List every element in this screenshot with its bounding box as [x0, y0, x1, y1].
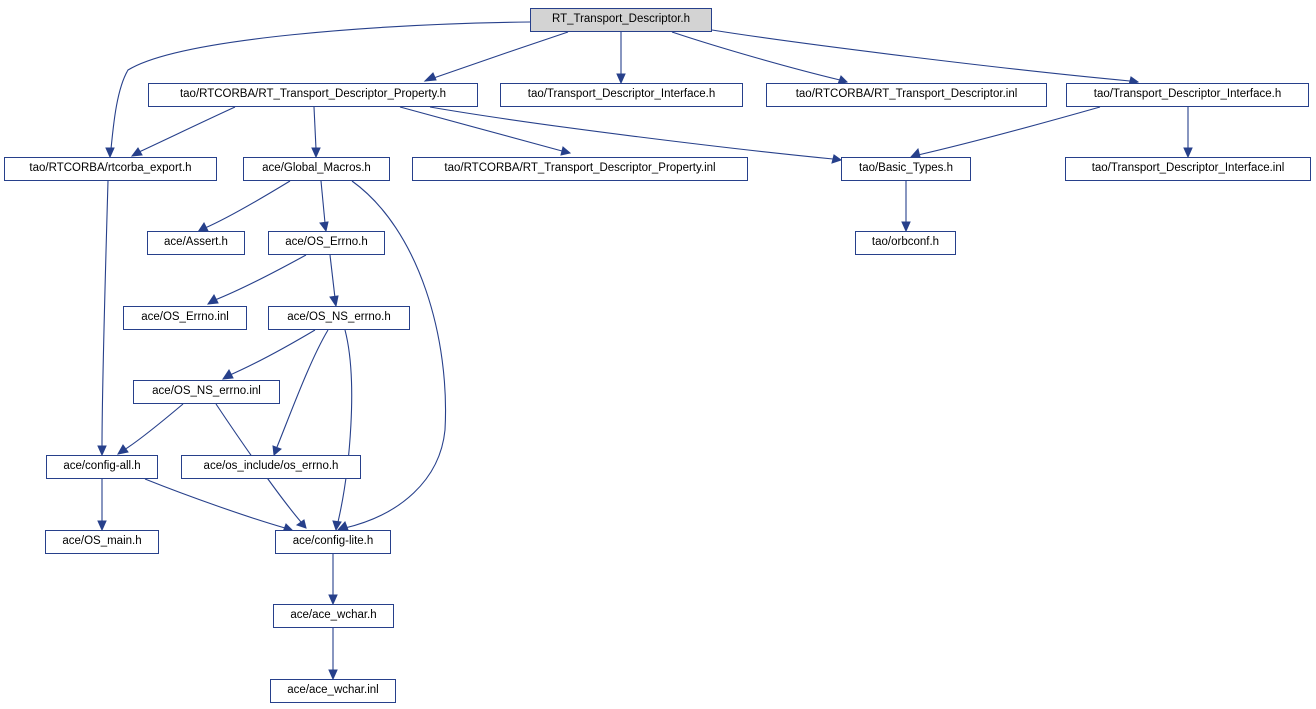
- graph-node[interactable]: tao/RTCORBA/RT_Transport_Descriptor_Property.h: [148, 83, 478, 107]
- graph-node[interactable]: tao/Basic_Types.h: [841, 157, 971, 181]
- graph-node[interactable]: ace/OS_main.h: [45, 530, 159, 554]
- graph-node[interactable]: ace/os_include/os_errno.h: [181, 455, 361, 479]
- graph-node-root[interactable]: RT_Transport_Descriptor.h: [530, 8, 712, 32]
- graph-node[interactable]: ace/OS_Errno.h: [268, 231, 385, 255]
- graph-node[interactable]: ace/config-all.h: [46, 455, 158, 479]
- graph-node[interactable]: tao/RTCORBA/RT_Transport_Descriptor_Property.inl: [412, 157, 748, 181]
- graph-node[interactable]: ace/ace_wchar.h: [273, 604, 394, 628]
- graph-node[interactable]: tao/RTCORBA/rtcorba_export.h: [4, 157, 217, 181]
- graph-node[interactable]: ace/OS_NS_errno.h: [268, 306, 410, 330]
- graph-node[interactable]: ace/ace_wchar.inl: [270, 679, 396, 703]
- graph-node[interactable]: tao/Transport_Descriptor_Interface.inl: [1065, 157, 1311, 181]
- graph-node[interactable]: tao/RTCORBA/RT_Transport_Descriptor.inl: [766, 83, 1047, 107]
- graph-node[interactable]: tao/orbconf.h: [855, 231, 956, 255]
- graph-node[interactable]: tao/Transport_Descriptor_Interface.h: [1066, 83, 1309, 107]
- graph-node[interactable]: tao/Transport_Descriptor_Interface.h: [500, 83, 743, 107]
- graph-node[interactable]: ace/OS_NS_errno.inl: [133, 380, 280, 404]
- graph-node[interactable]: ace/config-lite.h: [275, 530, 391, 554]
- graph-node[interactable]: ace/Global_Macros.h: [243, 157, 390, 181]
- graph-node[interactable]: ace/Assert.h: [147, 231, 245, 255]
- graph-node[interactable]: ace/OS_Errno.inl: [123, 306, 247, 330]
